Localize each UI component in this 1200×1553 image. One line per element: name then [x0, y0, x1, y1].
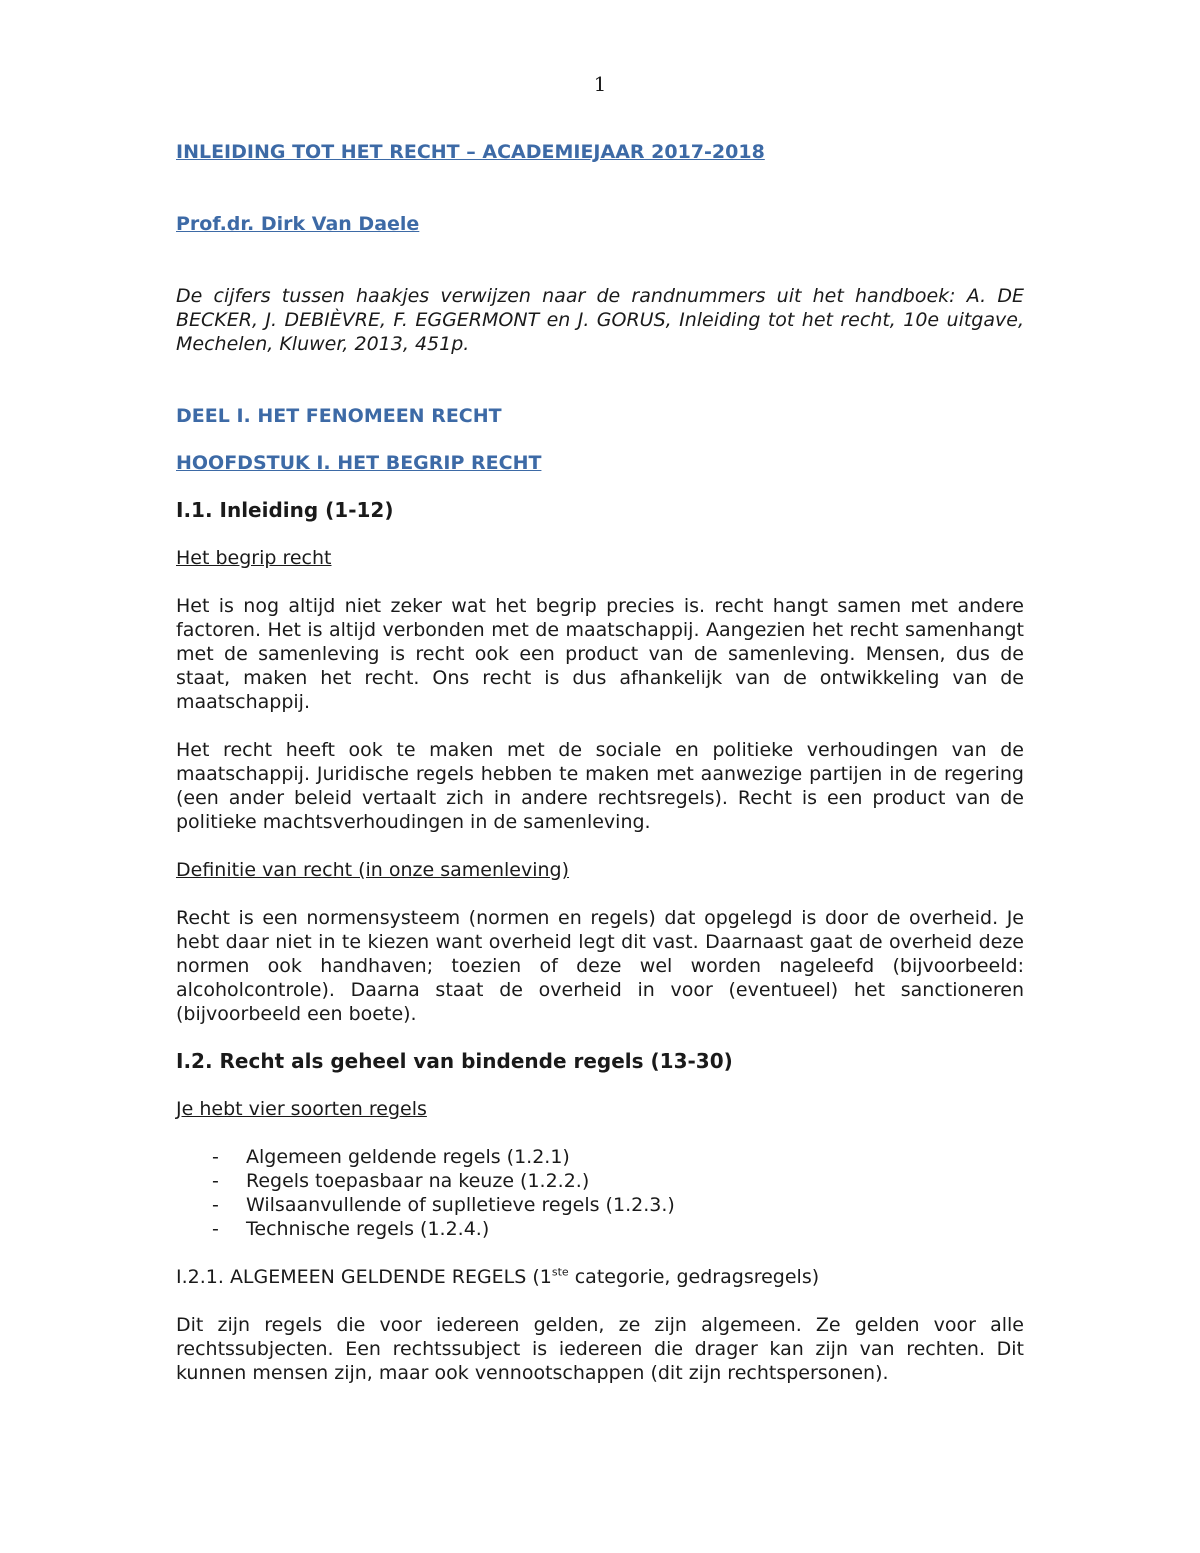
subsection-heading-1-2-1: I.2.1. ALGEMEEN GELDENDE REGELS (1ste categorie, gedragsregels): [176, 1265, 820, 1288]
list-item: - Wilsaanvullende of suplletieve regels (1.2.3.): [212, 1194, 675, 1216]
chapter-title: HOOFDSTUK I. HET BEGRIP RECHT: [176, 452, 542, 474]
intro-note: De cijfers tussen haakjes verwijzen naar de randnummers uit het handboek: A. DE BECKER, J. DEBIÈVRE, F. EGGERMONT en J. GORUS, Inleiding tot het recht, 10e uitgave, Mechelen, Kluwer, 2013, 451p.: [176, 285, 1024, 355]
list-item: - Technische regels (1.2.4.): [212, 1218, 490, 1240]
list-dash: -: [212, 1146, 219, 1168]
list-dash: -: [212, 1218, 219, 1240]
paragraph: Het is nog altijd niet zeker wat het begrip precies is. recht hangt samen met andere factoren. Het is altijd verbonden met de maatschappij. Aangezien het recht samenhangt met de samenleving is recht ook een product van de samenleving. Mensen, dus de staat, maken het recht. Ons recht is dus afhankelijk van de ontwikkeling van de maatschappij.: [176, 595, 1024, 713]
rule-types-list: [176, 1145, 1024, 1241]
page-content: [176, 140, 1024, 1385]
list-dash: -: [212, 1170, 219, 1192]
subheading-begrip-recht: Het begrip recht: [176, 547, 332, 569]
list-item: - Algemeen geldende regels (1.2.1): [212, 1146, 570, 1168]
list-item: - Regels toepasbaar na keuze (1.2.2.): [212, 1170, 590, 1192]
document-title: INLEIDING TOT HET RECHT – ACADEMIEJAAR 2017-2018: [176, 141, 765, 163]
section-heading-2: I.2. Recht als geheel van bindende regels (13-30): [176, 1049, 733, 1073]
page-number: 1: [593, 72, 607, 96]
section-heading-1: I.1. Inleiding (1-12): [176, 498, 394, 522]
subheading-soorten-regels: Je hebt vier soorten regels: [176, 1098, 427, 1120]
paragraph: Dit zijn regels die voor iedereen gelden, ze zijn algemeen. Ze gelden voor alle rechtssubjecten. Een rechtssubject is iedereen die drager kan zijn van rechten. Dit kunnen mensen zijn, maar ook vennootschappen (dit zijn rechtspersonen).: [176, 1314, 1024, 1384]
paragraph: Recht is een normensysteem (normen en regels) dat opgelegd is door de overheid. Je hebt daar niet in te kiezen want overheid legt dit vast. Daarnaast gaat de overheid deze normen ook handhaven; toezien of deze wel worden nageleefd (bijvoorbeeld: alcoholcontrole). Daarna staat de overheid in voor (eventueel) het sanctioneren (bijvoorbeeld een boete).: [176, 907, 1024, 1025]
part-title: DEEL I. HET FENOMEEN RECHT: [176, 405, 502, 427]
paragraph: Het recht heeft ook te maken met de sociale en politieke verhoudingen van de maatschappij. Juridische regels hebben te maken met aanwezige partijen in de regering (een ander beleid vertaalt zich in andere rechtsregels). Recht is een product van de politieke machtsverhoudingen in de samenleving.: [176, 739, 1024, 833]
list-dash: -: [212, 1194, 219, 1216]
author-name: Prof.dr. Dirk Van Daele: [176, 213, 420, 235]
subheading-definitie: Definitie van recht (in onze samenleving): [176, 859, 570, 881]
